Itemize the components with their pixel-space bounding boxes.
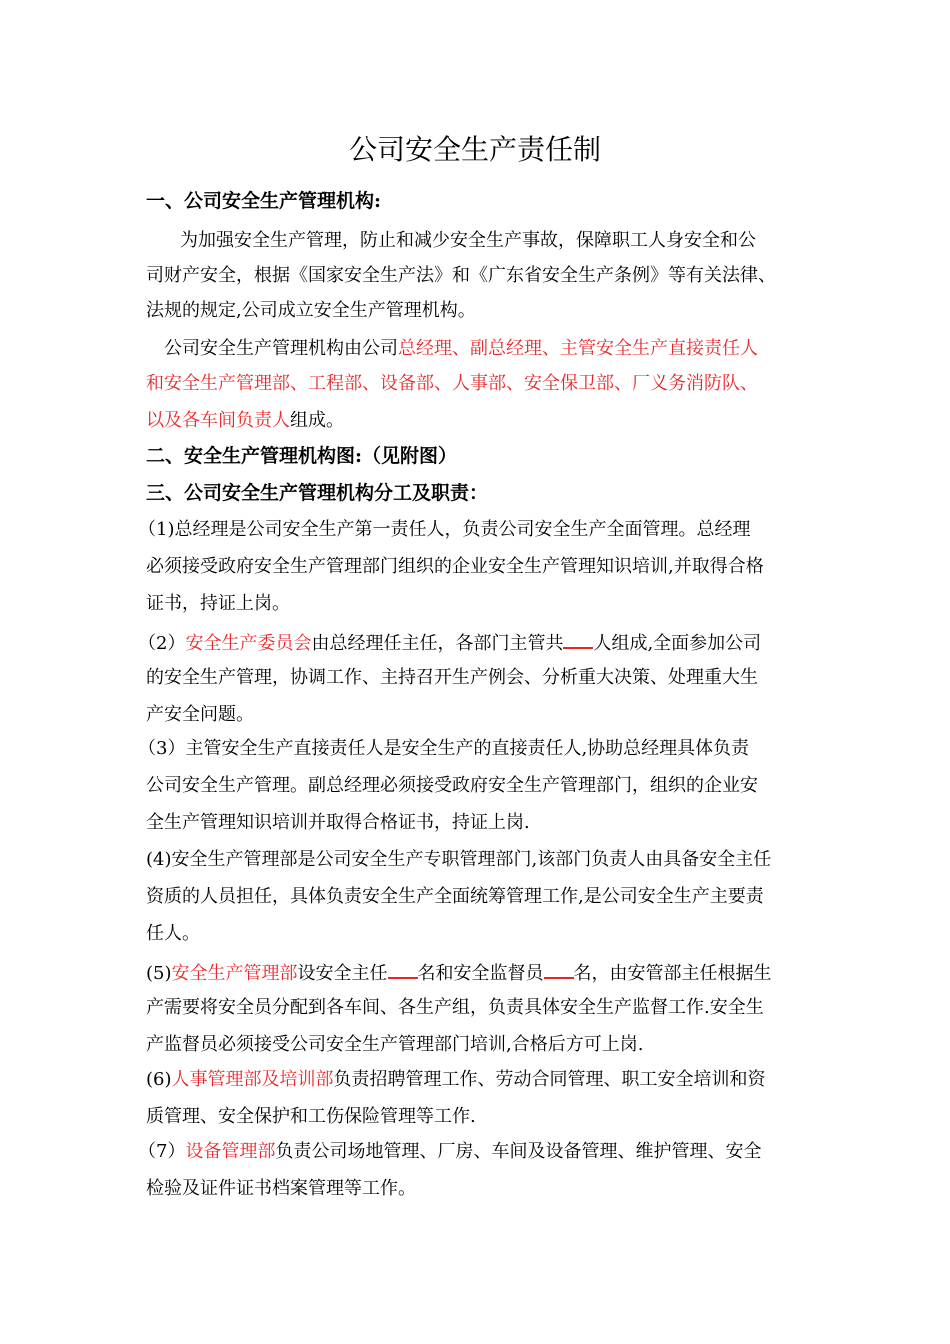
item-3-line: （3）主管安全生产直接责任人是安全生产的直接责任人,协助总经理具体负责: [138, 738, 750, 759]
fill-in-blank: [563, 629, 593, 649]
paragraph-line: 司财产安全，根据《国家安全生产法》和《广东省安全生产条例》等有关法律、: [146, 265, 776, 286]
text-run: （7）: [138, 1141, 186, 1162]
item-2-line: [138, 629, 761, 656]
text-run: (6): [146, 1069, 172, 1090]
section-3-heading: 三、公司安全生产管理机构分工及职责：: [146, 482, 489, 504]
highlighted-text: 安全生产管理部: [171, 963, 298, 984]
item-2-line: 产安全问题。: [146, 704, 254, 725]
highlighted-text: 安全生产委员会: [185, 633, 312, 654]
fill-in-blank: [388, 959, 418, 979]
item-6-line: 质管理、安全保护和工伤保险管理等工作.: [146, 1106, 476, 1127]
item-7-line: 检验及证件证书档案管理等工作。: [146, 1178, 416, 1199]
item-5-line: [146, 959, 772, 986]
item-1-line: （1)总经理是公司安全生产第一责任人，负责公司安全生产全面管理。总经理: [138, 519, 751, 540]
item-4-line: 任人。: [146, 923, 200, 944]
text-run: (5): [146, 963, 172, 984]
item-1-line: 必须接受政府安全生产管理部门组织的企业安全生产管理知识培训,并取得合格: [146, 556, 764, 577]
section-2-heading: 二、安全生产管理机构图:（见附图）: [146, 445, 458, 467]
fill-in-blank: [544, 959, 574, 979]
item-6-line: [146, 1068, 766, 1092]
text-run: 名和安全监督员: [417, 963, 544, 984]
text-run: （2）: [138, 633, 186, 654]
text-run: 由总经理任主任，各部门主管共: [311, 633, 564, 654]
item-2-line: 的安全生产管理，协调工作、主持召开生产例会、分析重大决策、处理重大生: [146, 667, 758, 688]
paragraph-line: [146, 409, 344, 433]
text-run: 名，由安管部主任根据生: [573, 963, 772, 984]
item-3-line: 公司安全生产管理。副总经理必须接受政府安全生产管理部门，组织的企业安: [146, 775, 758, 796]
text-run: 人组成,全面参加公司: [593, 633, 762, 654]
item-5-line: 产需要将安全员分配到各车间、各生产组，负责具体安全生产监督工作.安全生: [146, 997, 764, 1018]
item-5-line: 产监督员必须接受公司安全生产管理部门培训,合格后方可上岗.: [146, 1034, 644, 1055]
item-7-line: [138, 1140, 761, 1164]
item-3-line: 全生产管理知识培训并取得合格证书，持证上岗.: [146, 812, 530, 833]
highlighted-text: 总经理、副总经理、主管安全生产直接责任人: [398, 338, 758, 359]
item-4-line: (4)安全生产管理部是公司安全生产专职管理部门,该部门负责人由具备安全主任: [146, 849, 772, 870]
text-run: 组成。: [290, 410, 344, 431]
text-run: 设安全主任: [297, 963, 388, 984]
paragraph-line: 为加强安全生产管理，防止和减少安全生产事故，保障职工人身安全和公: [180, 230, 756, 251]
page-title: 公司安全生产责任制: [348, 133, 601, 166]
paragraph-line: [164, 337, 758, 361]
paragraph-line: 法规的规定,公司成立安全生产管理机构。: [146, 300, 476, 321]
item-4-line: 资质的人员担任，具体负责安全生产全面统筹管理工作,是公司安全生产主要责: [146, 886, 764, 907]
highlighted-line: 和安全生产管理部、工程部、设备部、人事部、安全保卫部、厂义务消防队、: [146, 373, 758, 394]
text-run: 公司安全生产管理机构由公司: [164, 338, 398, 359]
highlighted-text: 以及各车间负责人: [146, 410, 290, 431]
text-run: 负责公司场地管理、厂房、车间及设备管理、维护管理、安全: [275, 1141, 762, 1162]
highlighted-text: 设备管理部: [185, 1141, 276, 1162]
text-run: 负责招聘管理工作、劳动合同管理、职工安全培训和资: [333, 1069, 766, 1090]
item-1-line: 证书，持证上岗。: [146, 593, 290, 614]
section-1-heading: 一、公司安全生产管理机构:: [146, 190, 382, 212]
highlighted-text: 人事管理部及培训部: [171, 1069, 334, 1090]
